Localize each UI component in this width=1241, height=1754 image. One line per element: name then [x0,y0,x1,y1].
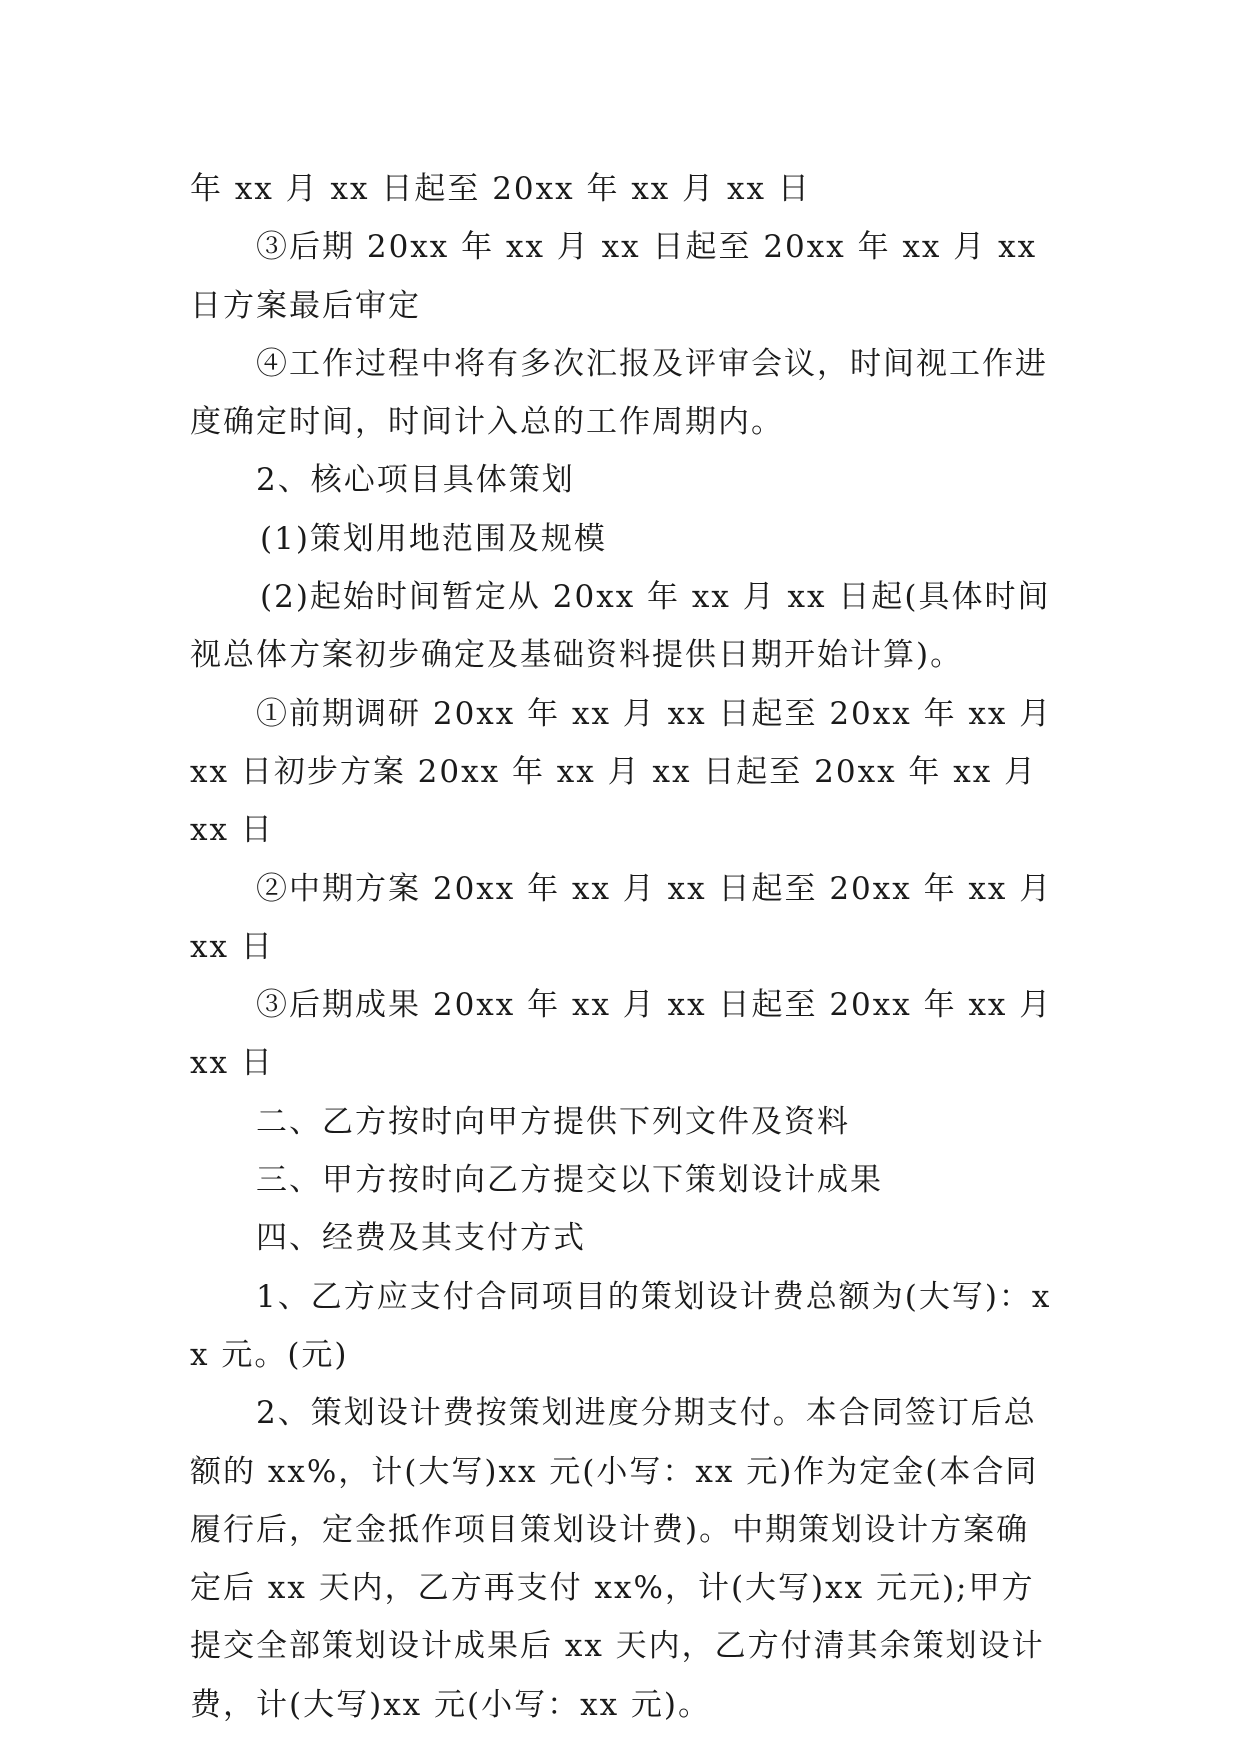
paragraph-payment-schedule: 2、策划设计费按策划进度分期支付。本合同签订后总额的 xx%，计(大写)xx 元(小写：xx 元)作为定金(本合同履行后，定金抵作项目策划设计费)。中期策划设计方案确定后 xx 天内，乙方再支付 xx%，计(大写)xx 元元);甲方提交全部策划设计成果后 xx 天内，乙方付清其余策划设计费，计(大写)xx 元(小写：xx 元)。 [190,1395,1045,1723]
paragraph-land-scope: (1)策划用地范围及规模 [260,520,607,557]
document-body [190,160,1060,1734]
paragraph-late-stage-review: ③后期 20xx 年 xx 月 xx 日起至 20xx 年 xx 月 xx 日方案最后审定 [190,229,1038,324]
heading-section-four: 四、经费及其支付方式 [256,1220,586,1257]
paragraph-review-meetings: ④工作过程中将有多次汇报及评审会议，时间视工作进度确定时间，时间计入总的工作周期内。 [190,345,1048,441]
paragraph-late-results: ③后期成果 20xx 年 xx 月 xx 日起至 20xx 年 xx 月 xx 日 [190,987,1053,1082]
paragraph-mid-term-plan: ②中期方案 20xx 年 xx 月 xx 日起至 20xx 年 xx 月 xx 日 [190,870,1053,965]
heading-section-two: 二、乙方按时向甲方提供下列文件及资料 [256,1103,850,1140]
heading-section-three: 三、甲方按时向乙方提交以下策划设计成果 [256,1162,883,1199]
paragraph-continuation: 年 xx 月 xx 日起至 20xx 年 xx 月 xx 日 [190,171,811,207]
paragraph-start-time: (2)起始时间暂定从 20xx 年 xx 月 xx 日起(具体时间视总体方案初步确定及基础资料提供日期开始计算)。 [190,579,1051,674]
paragraph-total-fee: 1、乙方应支付合同项目的策划设计费总额为(大写)：xx 元。(元) [190,1278,1052,1373]
paragraph-early-research: ①前期调研 20xx 年 xx 月 xx 日起至 20xx 年 xx 月 xx 日初步方案 20xx 年 xx 月 xx 日起至 20xx 年 xx 月 xx 日 [190,695,1053,849]
heading-core-project-planning: 2、核心项目具体策划 [256,462,575,499]
